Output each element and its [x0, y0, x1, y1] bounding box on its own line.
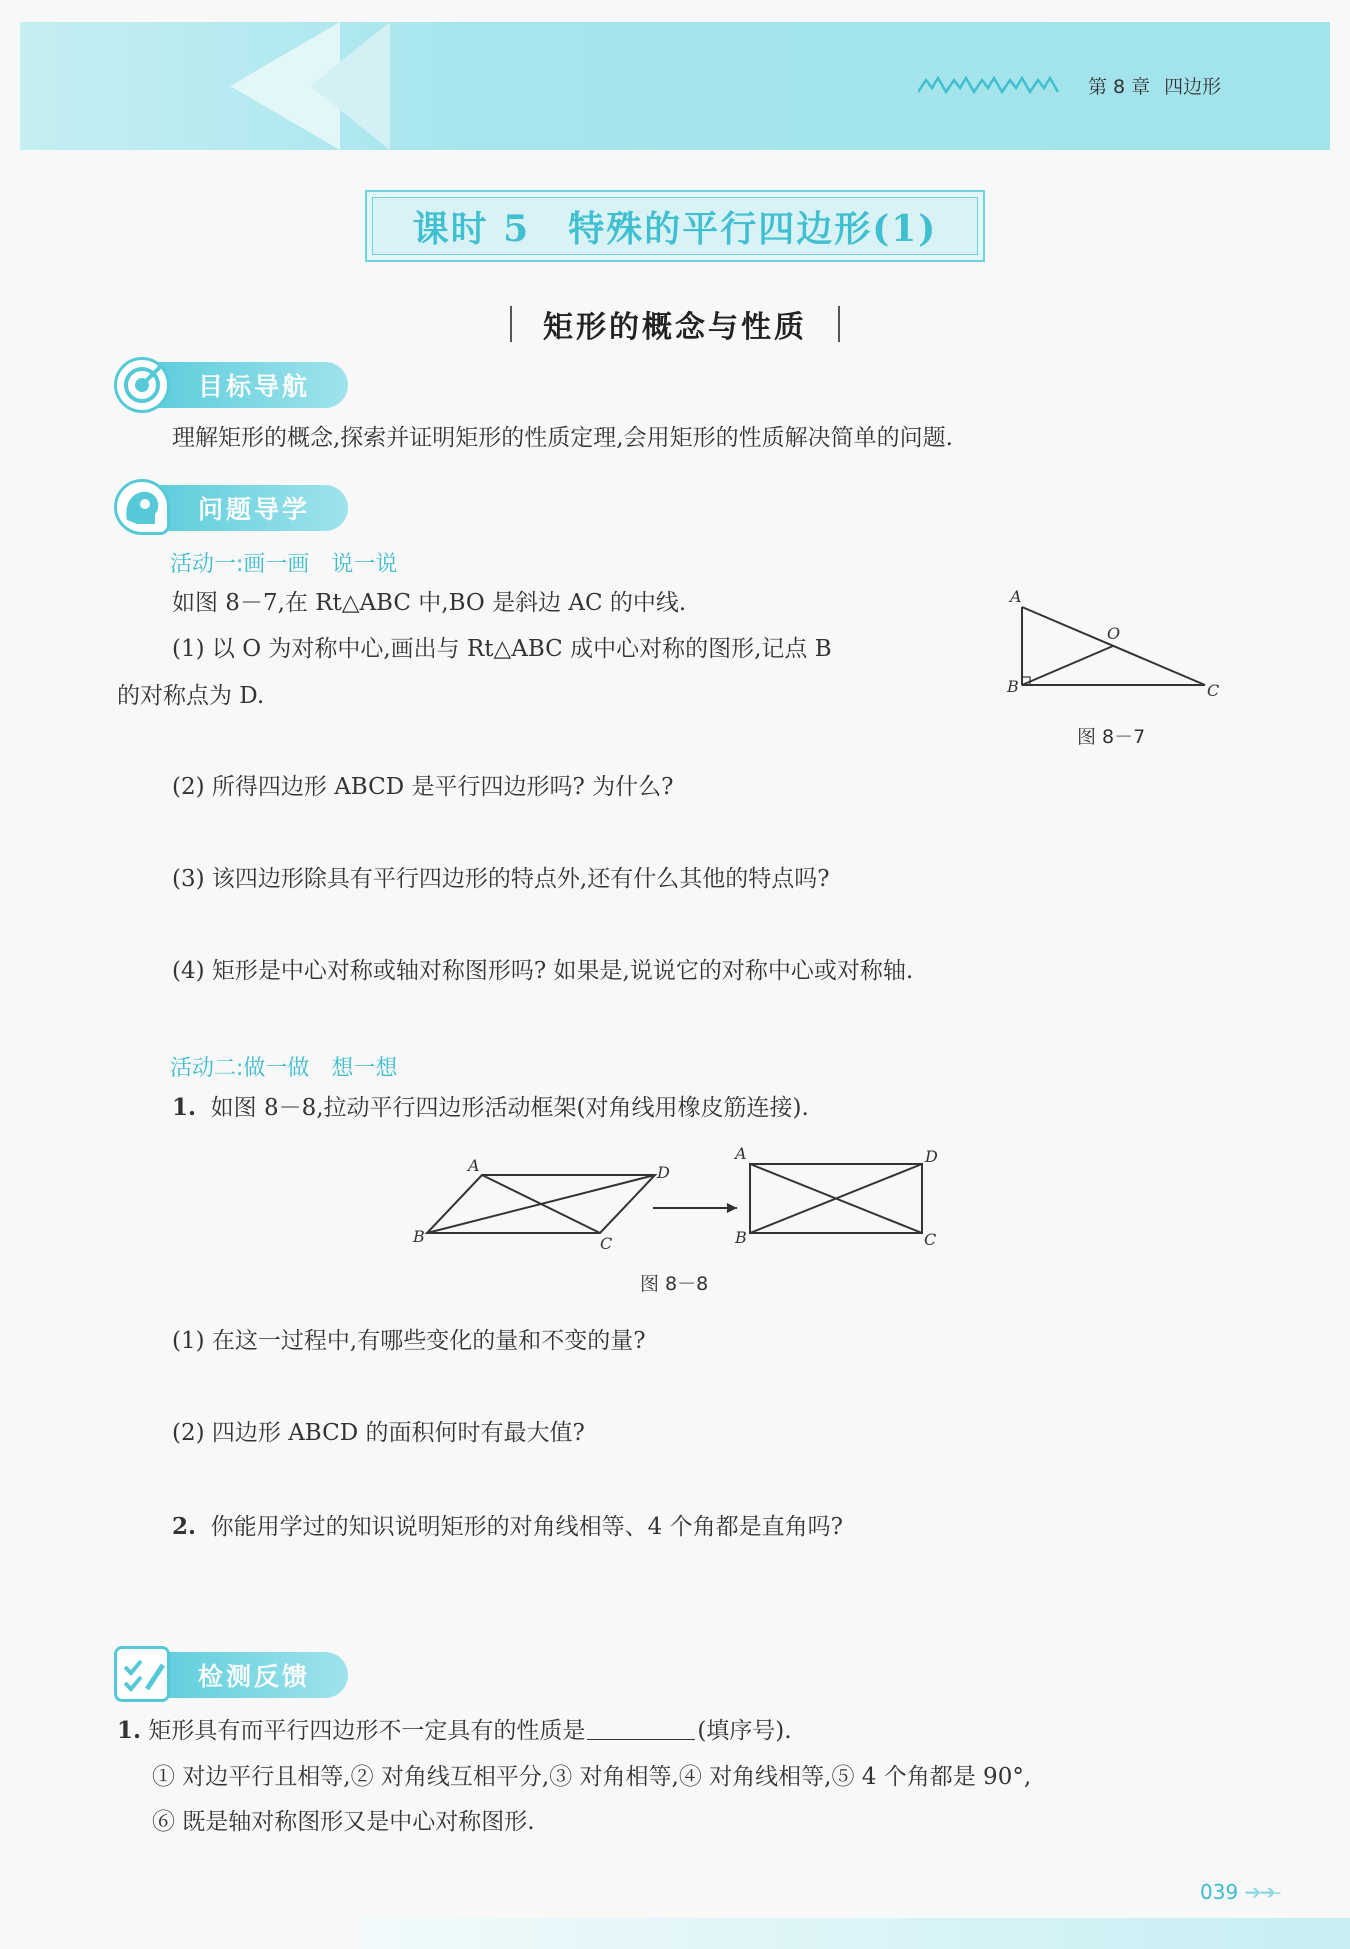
activity1-q1-line2: 的对称点为 D. — [117, 683, 265, 709]
activity1-q4: (4) 矩形是中心对称或轴对称图形吗? 如果是,说说它的对称中心或对称轴. — [172, 958, 914, 984]
feedback-options-line2: ⑥ 既是轴对称图形又是中心对称图形. — [152, 1809, 535, 1835]
lesson-title-box — [365, 190, 985, 262]
feedback-section-label: 检测反馈 — [198, 1662, 311, 1691]
activity2-title: 活动二:做一做 想一想 — [170, 1056, 398, 1081]
fig88-left-label-a: A — [468, 1156, 480, 1175]
feedback-item1-suffix: (填序号). — [697, 1718, 792, 1744]
figure-8-7-caption: 图 8－7 — [1077, 726, 1146, 748]
item-number: 1. — [172, 1094, 197, 1121]
figure-8-8 — [405, 1145, 965, 1255]
item-number: 2. — [172, 1513, 197, 1540]
fig88-right-label-b: B — [735, 1228, 747, 1247]
fig87-label-b: B — [1007, 677, 1019, 696]
guide-section-label: 问题导学 — [198, 495, 311, 524]
header-chevron — [310, 22, 390, 150]
figure-8-7 — [1000, 582, 1230, 702]
target-icon — [114, 357, 170, 413]
activity2-q2: (2) 四边形 ABCD 的面积何时有最大值? — [172, 1420, 585, 1446]
activity1-q1-line1: (1) 以 O 为对称中心,画出与 Rt△ABC 成中心对称的图形,记点 B — [172, 636, 832, 662]
goal-section-label: 目标导航 — [198, 372, 311, 401]
goal-text: 理解矩形的概念,探索并证明矩形的性质定理,会用矩形的性质解决简单的问题. — [172, 425, 953, 451]
figure-8-8-caption: 图 8－8 — [640, 1273, 709, 1295]
lesson-title: 课时 5 特殊的平行四边形(1) — [372, 197, 978, 255]
item-number: 1. — [117, 1717, 142, 1744]
activity1-intro: 如图 8－7,在 Rt△ABC 中,BO 是斜边 AC 的中线. — [172, 590, 687, 616]
activity2-item1 — [172, 1096, 809, 1120]
arrow-icon: ➔➔- — [1244, 1880, 1280, 1904]
activity1-q3: (3) 该四边形除具有平行四边形的特点外,还有什么其他的特点吗? — [172, 866, 830, 892]
fig87-label-c: C — [1207, 681, 1220, 700]
fig87-label-o: O — [1107, 624, 1121, 643]
answer-blank[interactable] — [587, 1739, 695, 1740]
fig88-left-label-c: C — [600, 1234, 613, 1253]
section-subtitle: 矩形的概念与性质 — [510, 302, 840, 346]
activity2-q1: (1) 在这一过程中,有哪些变化的量和不变的量? — [172, 1328, 646, 1354]
fig88-right-label-c: C — [924, 1230, 937, 1249]
fig88-left-label-d: D — [657, 1163, 670, 1182]
checklist-icon — [114, 1646, 170, 1702]
activity1-title: 活动一:画一画 说一说 — [170, 552, 398, 577]
chapter-number: 第 8 章 — [1088, 76, 1151, 98]
fig88-right-label-d: D — [925, 1147, 938, 1166]
activity2-item1-text: 如图 8－8,拉动平行四边形活动框架(对角线用橡皮筋连接). — [210, 1095, 809, 1121]
mountain-ornament-icon — [918, 76, 1068, 94]
fig87-label-a: A — [1010, 587, 1022, 606]
fig88-right-label-a: A — [735, 1145, 747, 1163]
fig88-left-label-b: B — [413, 1227, 425, 1246]
page-number-text: 039 — [1200, 1880, 1239, 1904]
head-gear-icon — [114, 479, 170, 535]
chapter-title: 四边形 — [1164, 76, 1222, 98]
footer-band — [360, 1918, 1350, 1949]
activity2-item2 — [172, 1515, 843, 1539]
chapter-heading — [1088, 72, 1235, 99]
page-number — [1200, 1880, 1279, 1904]
feedback-item1 — [117, 1719, 792, 1743]
activity1-q2: (2) 所得四边形 ABCD 是平行四边形吗? 为什么? — [172, 774, 674, 800]
feedback-item1-text: 矩形具有而平行四边形不一定具有的性质是 — [148, 1718, 586, 1744]
activity2-item2-text: 你能用学过的知识说明矩形的对角线相等、4 个角都是直角吗? — [210, 1514, 843, 1540]
feedback-options-line1: ① 对边平行且相等,② 对角线互相平分,③ 对角相等,④ 对角线相等,⑤ 4 个角都是 90°, — [152, 1764, 1032, 1790]
